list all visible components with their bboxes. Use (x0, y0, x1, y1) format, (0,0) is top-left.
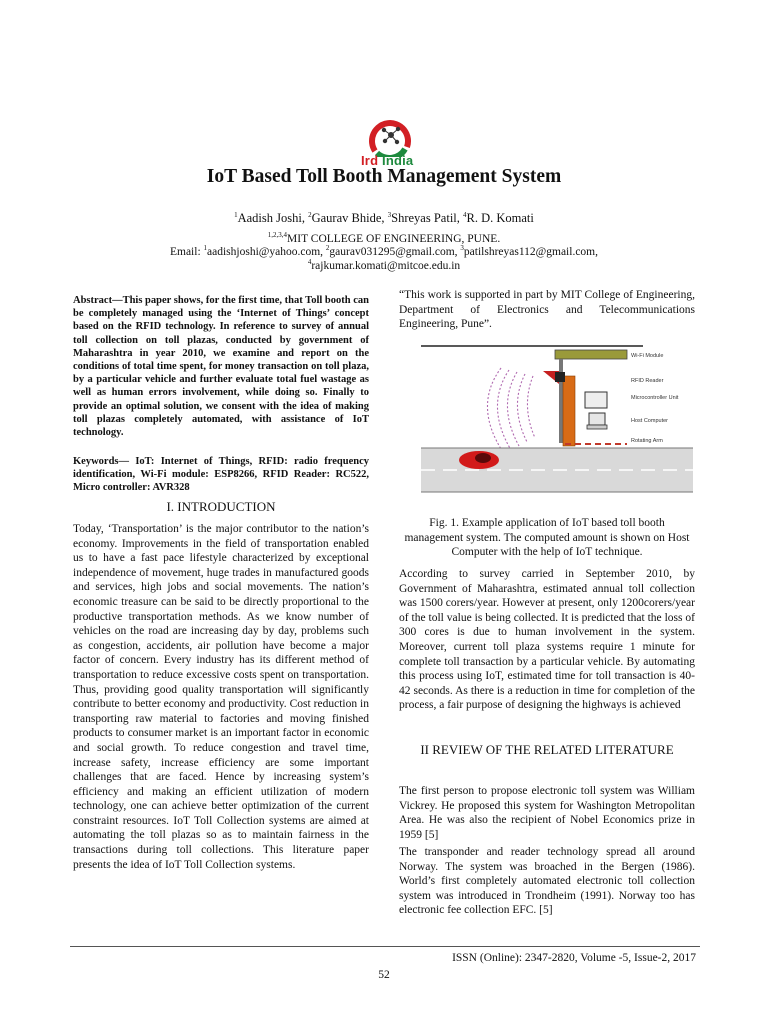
author-name: Aadish Joshi, (237, 211, 309, 225)
wifi-module-icon (555, 350, 627, 359)
figure-label: Rotating Arm (631, 438, 663, 444)
rfid-wave-icon (487, 368, 535, 452)
figure-label: Host Computer (631, 418, 668, 424)
email-address: rajkumar.komati@mitcoe.edu.in (311, 260, 461, 272)
figure-label: Wi-Fi Module (631, 353, 664, 359)
journal-logo (355, 113, 425, 169)
author-sup: 1 (234, 210, 238, 219)
paper-title: IoT Based Toll Booth Management System (206, 166, 562, 187)
email-address: gaurav031295@gmail.com, (329, 246, 461, 258)
email-sup: 2 (325, 244, 330, 253)
ird-emblem-icon (355, 113, 425, 157)
email-sup: 4 (307, 258, 312, 267)
body-paragraph: The transponder and reader technology spread all around Norway. The system was broached in the Bergen (1986). World’s first completely automated electronic toll collection system was introduced in Trondheim (1991). Norway too has electronic fee collection EFC. [5] (399, 846, 695, 917)
support-note: “This work is supported in part by MIT College of Engineering, Department of Electronics and Telecommunications Engineering, Pune”. (399, 289, 695, 331)
body-paragraph: The first person to propose electronic toll system was William Vickrey. He proposed this system for Washington Metropolitan Area. He was also the recipient of Nobel Economics prize in 1959 [5] (399, 785, 695, 841)
email-address: aadishjoshi@yahoo.com, (207, 246, 326, 258)
email-sup: 1 (203, 244, 208, 253)
affiliation (0, 233, 768, 245)
author-sup: 4 (463, 210, 467, 219)
affiliation-name: MIT COLLEGE OF ENGINEERING, PUNE. (287, 233, 501, 245)
section-heading-introduction: I. INTRODUCTION (166, 499, 276, 514)
introduction-text: Today, ‘Transportation’ is the major contributor to the nation’s economy. Improvements in the field of transportation enabled us to have a fast pace lifestyle characterized by exceptional independence of movement, huge trades in manufactured goods and services, high jobs and social movements. The nation’s economic treasure can be said to be directly proportional to the productive transportation methods. As we know number of vehicles on the road are increasing day by day, problems such as congestion, accidents, air pollution have become a major factor of concern. Every industry has its different method of transportation to reduce excessive costs spent on transportation. Thus, providing good quality transportation will significantly contribute to better economy and productivity. Cost reduction in transporting raw material to factories and moving finished products to consumer market is an important factor in economic and social growth. To reduce congestion and travel time, increase safety, increase efficiency are some important challenges that are faced. Hence by increasing system’s efficiency and making an efficient utilization of modern technology, one can achieve better optimization of the current constraint resources. IoT Toll Collection systems are aimed at automating the toll plazas so as to maintain fairness in the transactions during toll collections. This literature paper presents the idea of IoT Toll Collection systems. (73, 523, 369, 871)
microcontroller-icon (585, 392, 607, 408)
footer-issn: ISSN (Online): 2347-2820, Volume -5, Issue-2, 2017 (452, 952, 696, 964)
host-computer-icon (589, 413, 605, 425)
author-list (0, 211, 768, 226)
email-line (0, 260, 768, 272)
footer-divider (70, 946, 700, 947)
figure-label: RFID Reader (631, 378, 664, 384)
author-sup: 2 (308, 210, 312, 219)
logo-text-india: India (378, 153, 414, 168)
booth-pole-icon (563, 376, 575, 446)
figure-caption: Fig. 1. Example application of IoT based toll booth management system. The computed amount is shown on Host Computer with the help of IoT technique. (404, 517, 690, 559)
author-name: Shreyas Patil, (391, 211, 464, 225)
keywords: Keywords— IoT: Internet of Things, RFID: radio frequency identification, Wi-Fi module: ESP8266, RFID Reader: RC522, Micro controller: AVR328 (73, 456, 369, 494)
body-paragraph: According to survey carried in September 2010, by Government of Maharashtra, estimated annual toll collection was 1500 corers/year. However at present, only 1200corers/year of the toll value is being collected. It is predicted that the loss of 300 cores is due to human involvement in the system. Moreover, current toll plaza systems require 1 minute for complete toll transaction by a particular vehicle. By automating this process using IoT, estimated time for toll transaction is 40-42 seconds. As there is a reduction in time for completion of the process, a fair purpose of designing the highways is achieved (399, 568, 695, 712)
affiliation-sup: 1,2,3,4 (267, 231, 288, 240)
email-prefix: Email: (169, 246, 204, 258)
abstract: Abstract—This paper shows, for the first time, that Toll booth can be completely managed using the ‘Internet of Things’ concept based on the RFID technology. In reference to survey of annual toll collection on toll plazas, conducted by government of Maharashtra in year 2010, we examine and report on the conditions of total time spent, for money transaction on toll plaza, by a particular vehicle and further evaluate total fuel wastage as well as human errors involvement, while doing so. Finally to provide an optimal solution, we consent with the idea of making toll plazas completely automated, with assistance of IoT technology. (73, 295, 369, 439)
section-heading-review: II REVIEW OF THE RELATED LITERATURE (420, 742, 674, 757)
figure-label: Microcontroller Unit (631, 395, 679, 401)
email-sup: 3 (460, 244, 464, 253)
page-number: 52 (378, 969, 390, 981)
email-line (0, 246, 768, 258)
email-address: patilshreyas112@gmail.com, (463, 246, 598, 258)
author-name: Gaurav Bhide, (311, 211, 388, 225)
figure-toll-booth-diagram (413, 336, 701, 504)
logo-text-ird: Ird (361, 153, 379, 168)
author-sup: 3 (387, 210, 392, 219)
car-icon (459, 451, 499, 469)
author-name: R. D. Komati (466, 211, 534, 225)
